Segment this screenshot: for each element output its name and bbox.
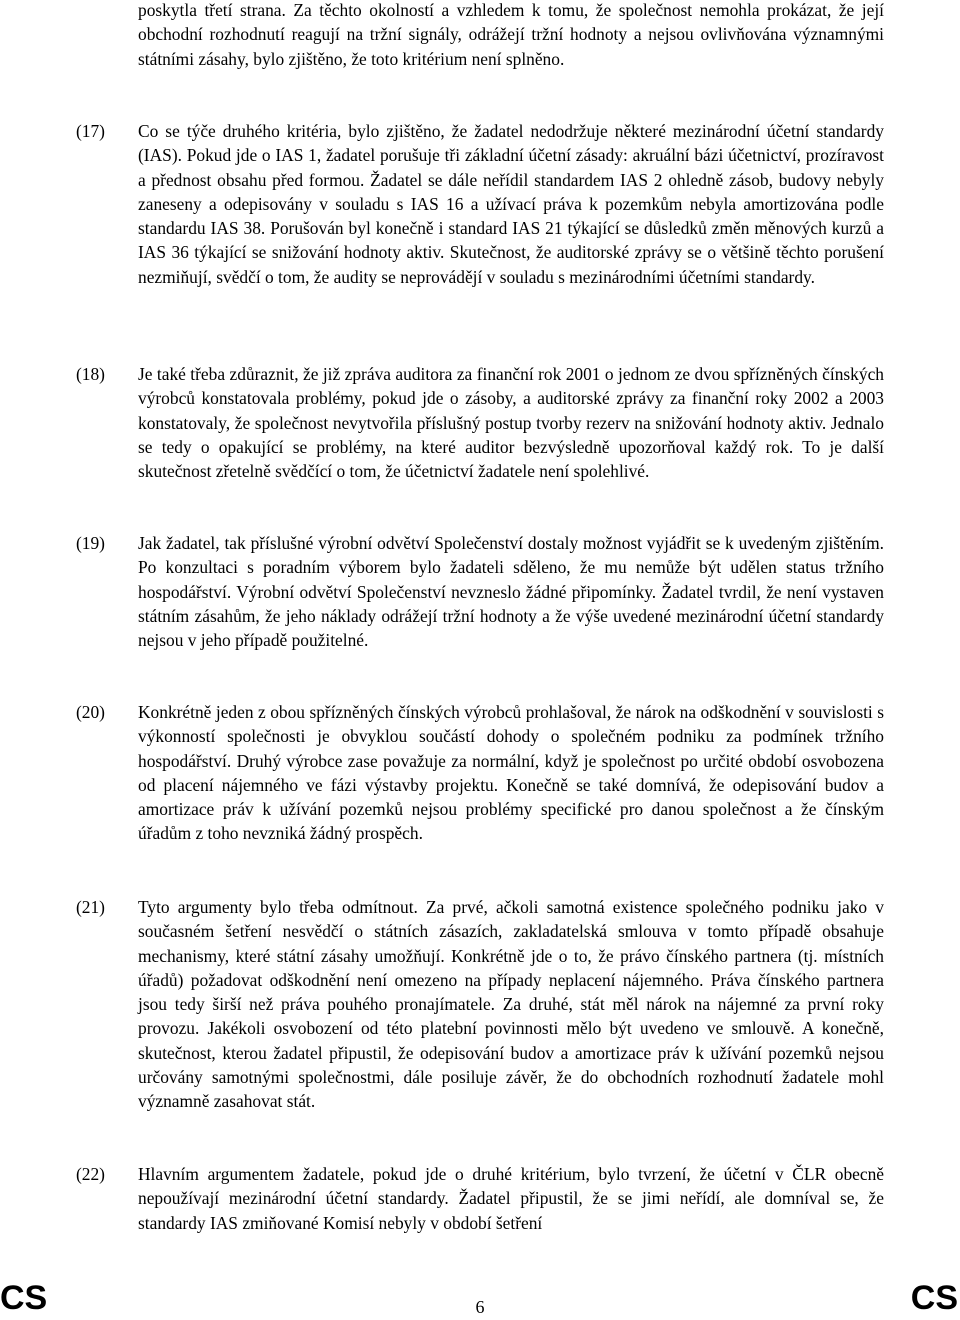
paragraph-continuation-text: poskytla třetí strana. Za těchto okolností a vzhledem k tomu, že společnost nemohla prokázat, že její obchodní rozhodnutí reagují na tržní signály, odrážejí tržní hodnoty a nejsou ovlivňována významnými státními zásahy, bylo zjištěno, že toto kritérium není splněno. <box>138 0 884 69</box>
paragraph-17-number: (17) <box>76 121 105 141</box>
paragraph-21-number: (21) <box>76 897 105 917</box>
paragraph-20-text: Konkrétně jeden z obou spřízněných čínských výrobců prohlašoval, že nárok na odškodnění v souvislosti s výkonností společnosti je obvyklou součástí dohody o společném podniku za podmínek tržního hospodářství. Druhý výrobce zase považuje za normální, když je společnost po určité období osvobozena od placení nájemného ve fázi výstavby projektu. Konečně se také domnívá, že odepisování budov a amortizace práv k užívání pozemků nejsou problémy specifické pro danou společnost a že čínským úřadům z toho nevzniká žádný prospěch. <box>138 702 884 844</box>
paragraph-17-text: Co se týče druhého kritéria, bylo zjištěno, že žadatel nedodržuje některé mezinárodní účetní standardy (IAS). Pokud jde o IAS 1, žadatel porušuje tři základní účetní zásady: akruální bázi účetnictví, prozíravost a přednost obsahu před formou. Žadatel se dále neřídil standardem IAS 2 ohledně zásob, budovy nebyly zaneseny a odepisovány v souladu s IAS 16 a užívací práva k pozemkům nebyla amortizována podle standardu IAS 38. Porušován byl konečně i standard IAS 21 týkající se důsledků změn měnových kurzů a IAS 36 týkající se snižování hodnoty aktiv. Skutečnost, že auditorské zprávy se o většině těchto porušení nezmiňují, svědčí o tom, že audity se neprovádějí v souladu s mezinárodními účetními standardy. <box>138 121 884 287</box>
paragraph-22-number: (22) <box>76 1164 105 1184</box>
paragraph-22-text: Hlavním argumentem žadatele, pokud jde o druhé kritérium, bylo tvrzení, že účetní v ČLR obecně nepoužívají mezinárodní účetní standardy. Žadatel připustil, že se jimi neřídí, ale domníval se, že standardy IAS zmiňované Komisí nebyly v období šetření <box>138 1164 884 1233</box>
paragraph-19-text: Jak žadatel, tak příslušné výrobní odvětví Společenství dostaly možnost vyjádřit se k uvedeným zjištěním. Po konzultaci s poradním výborem bylo žadateli sděleno, že mu nemůže být udělen status tržního hospodářství. Výrobní odvětví Společenství nevzneslo žádné připomínky. Žadatel tvrdil, že není vystaven státním zásahům, že jeho náklady odrážejí tržní hodnoty a že výše uvedené mezinárodní účetní standardy nejsou v jeho případě použitelné. <box>138 533 884 651</box>
language-code-right: CS <box>910 1279 958 1317</box>
language-code-left: CS <box>0 1279 48 1317</box>
page-number: 6 <box>475 1297 485 1317</box>
paragraph-19-number: (19) <box>76 533 105 553</box>
paragraph-18-text: Je také třeba zdůraznit, že již zpráva auditora za finanční rok 2001 o jednom ze dvou spřízněných čínských výrobců konstatovala problémy, pokud jde o zásoby, a auditorské zprávy za finanční roky 2002 a 2003 konstatovaly, že společnost nevytvořila příslušný postup tvorby rezerv na snižování hodnoty aktiv. Jednalo se tedy o opakující se problémy, na které auditor bezvýsledně upozorňoval každý rok. To je další skutečnost zřetelně svědčící o tom, že účetnictví žadatele není spolehlivé. <box>138 364 884 482</box>
paragraph-18-number: (18) <box>76 364 105 384</box>
paragraph-21-text: Tyto argumenty bylo třeba odmítnout. Za prvé, ačkoli samotná existence společného podniku jako v současném šetření nesvědčí o státních zásazích, zakladatelská smlouva v tomto případě obsahuje mechanismy, které státní zásahy umožňují. Konkrétně jde o to, že právo čínského partnera (tj. místních úřadů) požadovat odškodnění není omezeno na případy neplacení nájemného. Práva čínského partnera jsou tedy širší než práva pouhého pronajímatele. Za druhé, stát měl nárok na nájemné za první roky provozu. Jakékoli osvobození od této platební povinnosti mělo být uvedeno ve smlouvě. A konečně, skutečnost, kterou žadatel připustil, že odepisování budov a amortizace práv k užívání pozemků nejsou určovány samotnými společnostmi, dále posiluje závěr, že do obchodních rozhodnutí žadatele mohl významně zasahovat stát. <box>138 897 884 1112</box>
paragraph-20-number: (20) <box>76 702 105 722</box>
